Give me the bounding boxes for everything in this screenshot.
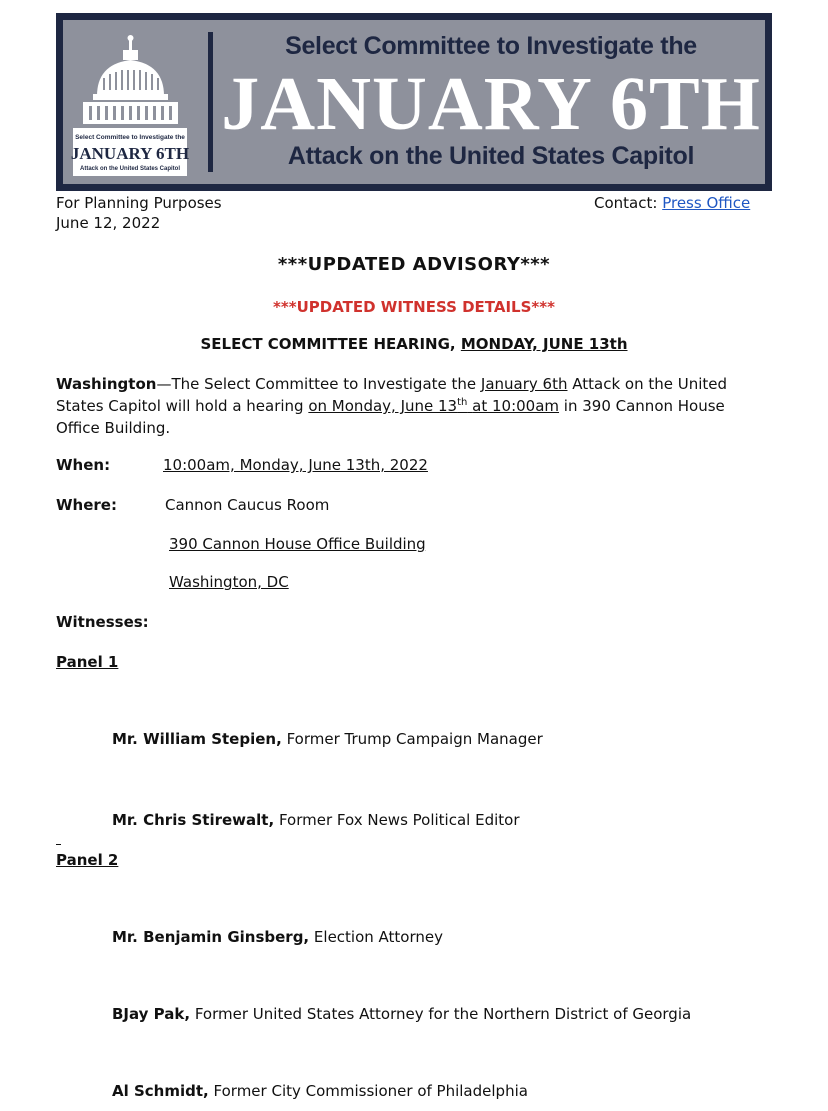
intro-jan6: January 6th bbox=[480, 375, 568, 393]
intro-location: Washington bbox=[56, 375, 157, 393]
banner-inner bbox=[63, 20, 765, 184]
intro-text-2: Attack on the United bbox=[572, 375, 728, 393]
hearing-date: MONDAY, JUNE 13th bbox=[460, 335, 628, 353]
witness-name: Mr. Chris Stirewalt, bbox=[112, 811, 275, 829]
intro-line-3: Office Building. bbox=[56, 419, 171, 437]
intro-time: at 10:00am bbox=[472, 397, 560, 415]
hearing-heading bbox=[0, 335, 828, 353]
witness-title: Former Fox News Political Editor bbox=[278, 811, 520, 829]
witness-name: Mr. Benjamin Ginsberg, bbox=[112, 928, 310, 946]
witness-name: Mr. William Stepien, bbox=[112, 730, 282, 748]
hearing-prefix: SELECT COMMITTEE HEARING, bbox=[200, 335, 456, 353]
when-value: 10:00am, Monday, June 13th, 2022 bbox=[163, 456, 428, 474]
intro-text-4: in 390 Cannon House bbox=[563, 397, 725, 415]
banner-title-line1: Select Committee to Investigate the bbox=[285, 32, 697, 60]
witness-details-heading: ***UPDATED WITNESS DETAILS*** bbox=[273, 298, 555, 316]
contact-label: Contact: bbox=[594, 194, 658, 212]
witness-title: Former City Commissioner of Philadelphia bbox=[213, 1082, 528, 1100]
witness-name: BJay Pak, bbox=[112, 1005, 191, 1023]
underline-mark bbox=[56, 844, 61, 845]
intro-text-1: —The Select Committee to Investigate the bbox=[156, 375, 477, 393]
planning-label: For Planning Purposes bbox=[56, 194, 222, 212]
svg-text:Attack on the United States Ca: Attack on the United States Capitol bbox=[79, 166, 181, 172]
where-line-3: Washington, DC bbox=[169, 573, 289, 591]
svg-text:Select Committee to Investigat: Select Committee to Investigate the bbox=[75, 134, 185, 141]
panel-2-label: Panel 2 bbox=[56, 851, 119, 869]
witness-entry bbox=[112, 1082, 528, 1100]
witnesses-label: Witnesses: bbox=[56, 613, 149, 631]
banner-title-line3: Attack on the United States Capitol bbox=[287, 142, 695, 170]
banner-title-main: JANUARY 6TH bbox=[221, 62, 761, 146]
where-line-2: 390 Cannon House Office Building bbox=[169, 535, 426, 553]
intro-line-1 bbox=[56, 375, 727, 393]
panel-1-label: Panel 1 bbox=[56, 653, 119, 671]
contact-line bbox=[594, 194, 750, 212]
intro-hearing-date bbox=[308, 397, 559, 415]
capitol-logo bbox=[69, 28, 189, 178]
committee-banner bbox=[56, 13, 772, 191]
witness-name: Al Schmidt, bbox=[112, 1082, 209, 1100]
witness-entry bbox=[112, 1005, 691, 1023]
press-office-link[interactable]: Press Office bbox=[662, 194, 751, 212]
witness-entry bbox=[112, 730, 543, 748]
witness-entry bbox=[112, 811, 520, 829]
where-label: Where: bbox=[56, 496, 117, 514]
witness-title: Election Attorney bbox=[313, 928, 443, 946]
release-date: June 12, 2022 bbox=[56, 214, 161, 232]
where-line-1: Cannon Caucus Room bbox=[165, 496, 330, 514]
witness-title: Former United States Attorney for the Northern District of Georgia bbox=[194, 1005, 692, 1023]
intro-on-date: on Monday, June 13 bbox=[308, 397, 458, 415]
intro-date-sup: th bbox=[457, 397, 468, 408]
witness-title: Former Trump Campaign Manager bbox=[286, 730, 543, 748]
banner-divider bbox=[208, 32, 213, 172]
when-label: When: bbox=[56, 456, 111, 474]
svg-text:JANUARY 6TH: JANUARY 6TH bbox=[70, 144, 189, 163]
advisory-heading: ***UPDATED ADVISORY*** bbox=[277, 254, 551, 275]
intro-line-2 bbox=[56, 397, 725, 415]
witness-entry bbox=[112, 928, 443, 946]
intro-text-3: States Capitol will hold a hearing bbox=[56, 397, 304, 415]
